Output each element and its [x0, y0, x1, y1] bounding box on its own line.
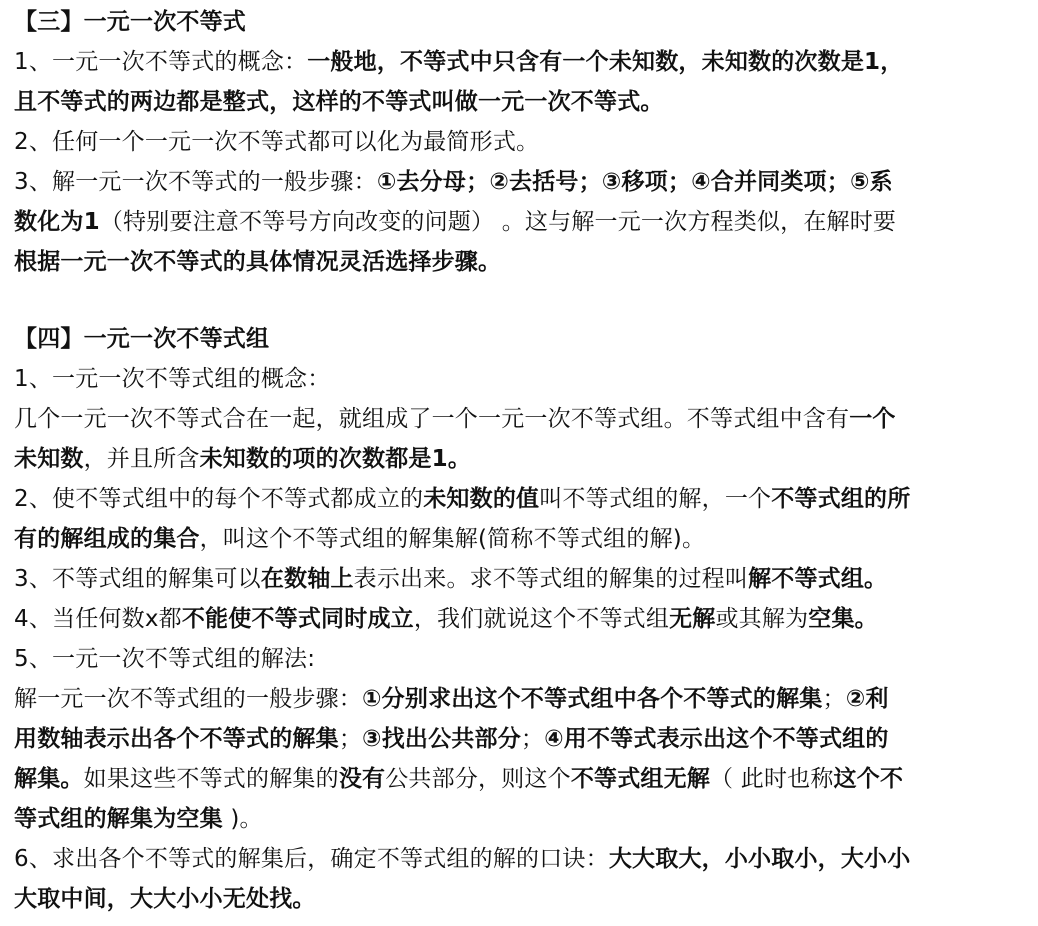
text-run: ； — [338, 726, 363, 752]
bold-text: 一般地，不等式中只含有一个未知数，未知数的次数是1， — [307, 49, 904, 75]
text-run: ，并且所含 — [83, 446, 200, 472]
text-run: ，我们就说这个不等式组 — [413, 606, 670, 632]
section-4-line-9 — [14, 679, 1018, 719]
bold-text: 不等式组的所 — [771, 486, 911, 512]
section-3-heading: 【三】一元一次不等式 — [14, 9, 246, 35]
section-4-line-5 — [14, 519, 1018, 559]
bold-text: ③找出公共部分 — [362, 726, 521, 752]
section-4-line-10 — [14, 719, 1018, 759]
bold-text: 解不等式组。 — [748, 566, 888, 592]
bold-text: 不等式组无解 — [570, 766, 711, 792]
section-4-line-7 — [14, 599, 1018, 639]
section-3-line-4 — [14, 162, 1018, 202]
bold-text: 且不等式的两边都是整式，这样的不等式叫做一元一次不等式。 — [14, 89, 664, 115]
text-run: 几个一元一次不等式合在一起，就组成了一个一元一次不等式组。不等式组中含有 — [14, 406, 850, 432]
section-4-line-8 — [14, 639, 1018, 679]
text-run: ； — [822, 686, 846, 712]
text-run: 3、不等式组的解集可以 — [14, 566, 261, 592]
document-body — [14, 2, 1018, 919]
text-run: 3、解一元一次不等式的一般步骤： — [14, 169, 377, 195]
text-run: 1、一元一次不等式组的概念： — [14, 366, 331, 392]
bold-text: 数化为1 — [14, 209, 100, 235]
section-4-line-11 — [14, 759, 1018, 799]
bold-text: 没有 — [338, 766, 386, 792]
section-4-line-2 — [14, 399, 1018, 439]
text-run: 叫不等式组的解，一个 — [539, 486, 772, 512]
text-run: 解一元一次不等式组的一般步骤： — [14, 686, 362, 712]
bold-text: 无解 — [669, 606, 716, 632]
section-3-body — [14, 42, 1018, 282]
text-run: 4、当任何数x都 — [14, 606, 182, 632]
bold-text: 等式组的解集为空集 — [14, 806, 223, 832]
bold-text: 空集。 — [808, 606, 878, 632]
section-3-line-3 — [14, 122, 1018, 162]
text-run: ，叫这个不等式组的解集解(简称不等式组的解)。 — [199, 526, 706, 552]
section-3-line-5 — [14, 202, 1018, 242]
section-4-line-6 — [14, 559, 1018, 599]
section-3-line-1 — [14, 42, 1018, 82]
bold-text: 未知数 — [14, 446, 84, 472]
section-4-line-4 — [14, 479, 1018, 519]
text-run: 公共部分，则这个 — [385, 766, 571, 792]
text-run: 2、任何一个一元一次不等式都可以化为最简形式。 — [14, 129, 540, 155]
bold-text: 在数轴上 — [260, 566, 354, 592]
bold-text: 不能使不等式同时成立 — [181, 606, 414, 632]
section-4-line-1 — [14, 359, 1018, 399]
text-run: 或其解为 — [715, 606, 809, 632]
bold-text: 一个 — [849, 406, 896, 432]
bold-text: 大大取大，小小取小，大小小 — [608, 846, 911, 872]
bold-text: 解集。 — [14, 766, 84, 792]
section-3-line-6 — [14, 242, 1018, 282]
text-run: 6、求出各个不等式的解集后，确定不等式组的解的口诀： — [14, 846, 609, 872]
section-4-body — [14, 359, 1018, 919]
section-4-line-13 — [14, 839, 1018, 879]
bold-text: ①去分母；②去括号；③移项；④合并同类项；⑤系 — [376, 169, 893, 195]
bold-text: 未知数的项的次数都是1。 — [199, 446, 472, 472]
bold-text: ②利 — [845, 686, 889, 712]
bold-text: ①分别求出这个不等式组中各个不等式的解集 — [362, 686, 823, 712]
text-run: ； — [520, 726, 545, 752]
bold-text: 用数轴表示出各个不等式的解集 — [14, 726, 339, 752]
text-run: 表示出来。求不等式组的解集的过程叫 — [353, 566, 749, 592]
section-4-heading: 【四】一元一次不等式组 — [14, 326, 270, 352]
text-run: （特别要注意不等号方向改变的问题） 。这与解一元一次方程类似，在解时要 — [99, 209, 897, 235]
bold-text: 未知数的值 — [423, 486, 540, 512]
section-gap — [14, 282, 1018, 319]
section-4-line-12 — [14, 799, 1018, 839]
text-run: 5、一元一次不等式组的解法: — [14, 646, 316, 672]
bold-text: 根据一元一次不等式的具体情况灵活选择步骤。 — [14, 249, 502, 275]
text-run: （ 此时也称 — [710, 766, 834, 792]
section-3-line-2 — [14, 82, 1018, 122]
bold-text: 这个不 — [833, 766, 904, 792]
section-4-line-3 — [14, 439, 1018, 479]
bold-text: 有的解组成的集合 — [14, 526, 200, 552]
text-run: 1、一元一次不等式的概念： — [14, 49, 308, 75]
text-run: 2、使不等式组中的每个不等式都成立的 — [14, 486, 424, 512]
bold-text: 大取中间，大大小小无处找。 — [14, 886, 316, 912]
section-4-line-14 — [14, 879, 1018, 919]
text-run: 如果这些不等式的解集的 — [83, 766, 339, 792]
text-run: )。 — [222, 806, 263, 832]
bold-text: ④用不等式表示出这个不等式组的 — [544, 726, 889, 752]
